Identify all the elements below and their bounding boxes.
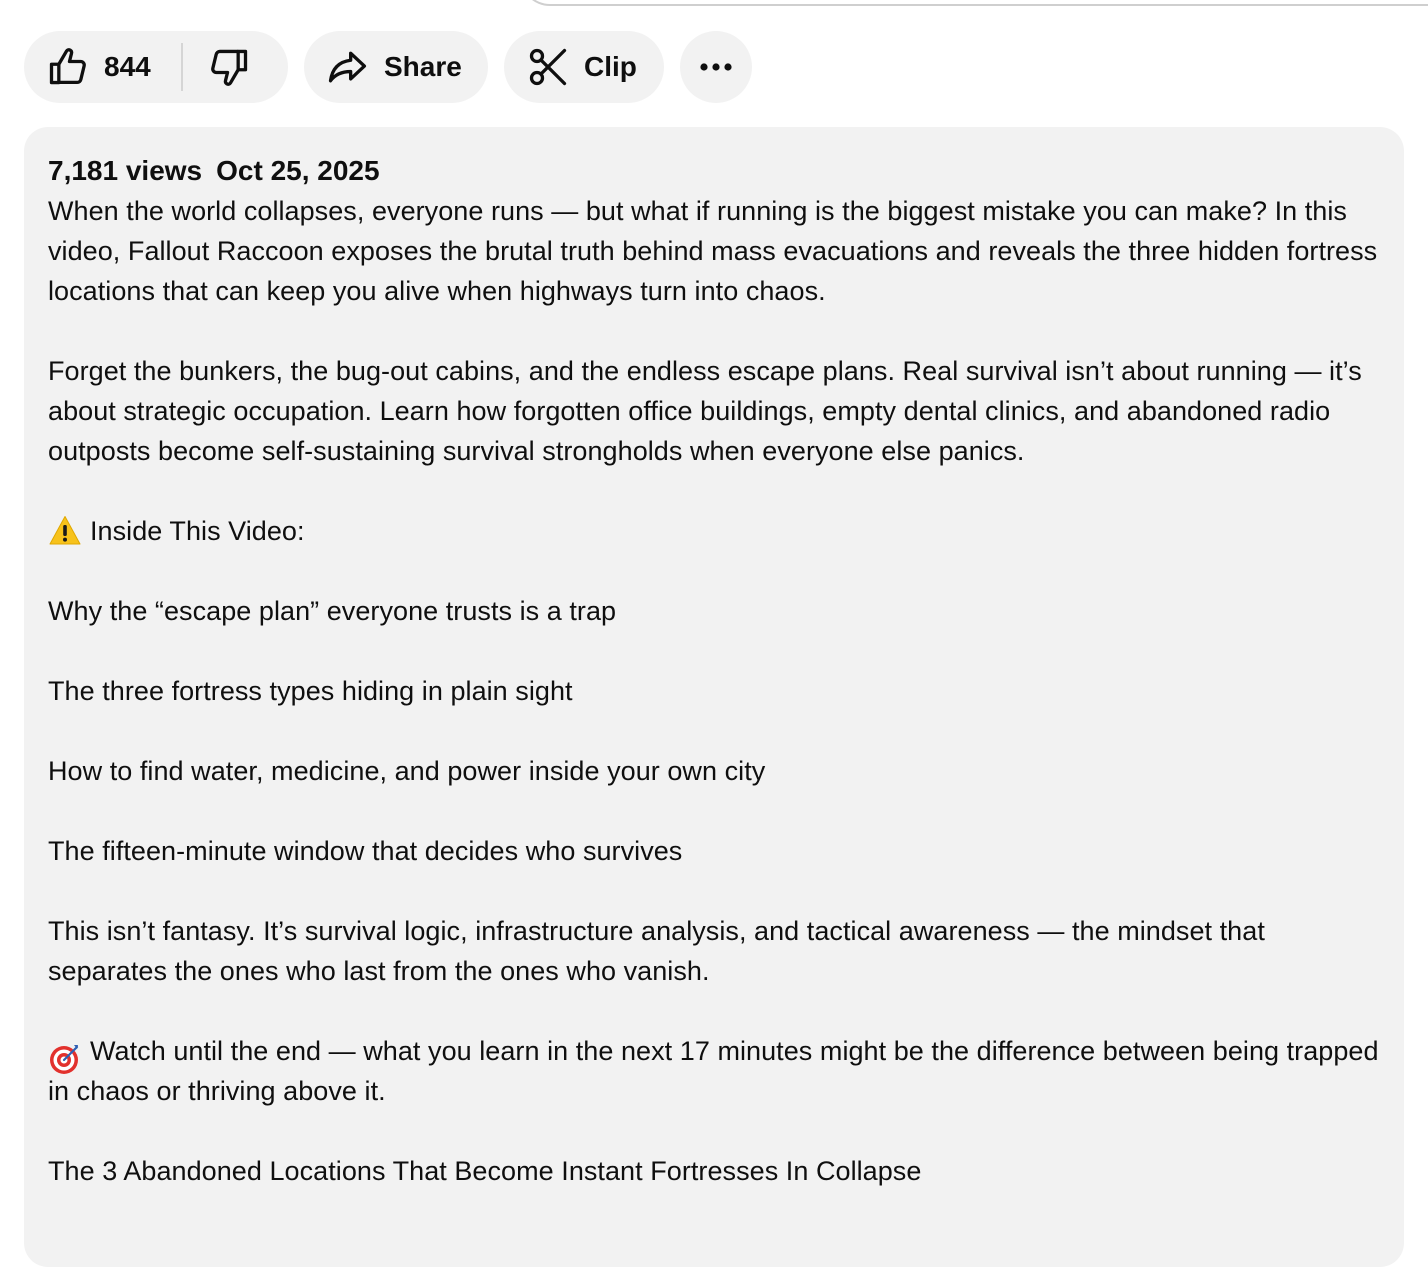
action-bar [24,31,752,103]
video-description[interactable] [24,127,1404,1267]
inside-heading [48,511,1380,551]
closing-paragraph: This isn’t fantasy. It’s survival logic, infrastructure analysis, and tactical awareness — the mindset that separates the ones who last from the ones who vanish. [48,916,1265,986]
watch-text: Watch until the end — what you learn in the next 17 minutes might be the difference between being trapped in chaos or thriving above it. [48,1036,1379,1106]
bullet-item: The fifteen-minute window that decides who survives [48,836,683,866]
thumbs-up-icon [46,45,90,89]
share-button[interactable] [304,31,488,103]
share-label: Share [384,51,462,82]
description-meta [48,151,1380,191]
bullet-item: The three fortress types hiding in plain sight [48,676,573,706]
view-count: 7,181 views [48,155,203,186]
bullet-item: Why the “escape plan” everyone trusts is a trap [48,596,617,626]
share-arrow-icon [324,45,370,89]
like-count: 844 [104,51,151,82]
warning-emoji-icon [48,514,82,548]
clip-label: Clip [584,51,637,82]
search-box-edge [520,0,1428,6]
watch-paragraph [48,1031,1380,1111]
thumbs-down-icon [207,45,251,89]
clip-button[interactable] [504,31,664,103]
upload-date: Oct 25, 2025 [216,155,380,186]
video-title-line: The 3 Abandoned Locations That Become Instant Fortresses In Collapse [48,1156,922,1186]
like-button[interactable] [46,31,151,103]
more-horizontal-icon [698,62,734,72]
description-paragraph: When the world collapses, everyone runs — but what if running is the biggest mistake you can make? In this video, Fallout Raccoon exposes the brutal truth behind mass evacuations and reveals the three hidden fortress locations that can keep you alive when highways turn into chaos. [48,196,1378,306]
scissors-icon [526,45,570,89]
inside-heading-text: Inside This Video: [90,516,305,546]
bullet-item: How to find water, medicine, and power inside your own city [48,756,766,786]
more-actions-button[interactable] [680,31,752,103]
like-divider [181,43,183,91]
like-dislike-group [24,31,288,103]
target-emoji-icon [48,1042,82,1076]
description-paragraph: Forget the bunkers, the bug-out cabins, and the endless escape plans. Real survival isn’t about running — it’s about strategic occupation. Learn how forgotten office buildings, empty dental clinics, and abandoned radio outposts become self-sustaining survival strongholds when everyone else panics. [48,356,1362,466]
dislike-button[interactable] [207,45,251,89]
